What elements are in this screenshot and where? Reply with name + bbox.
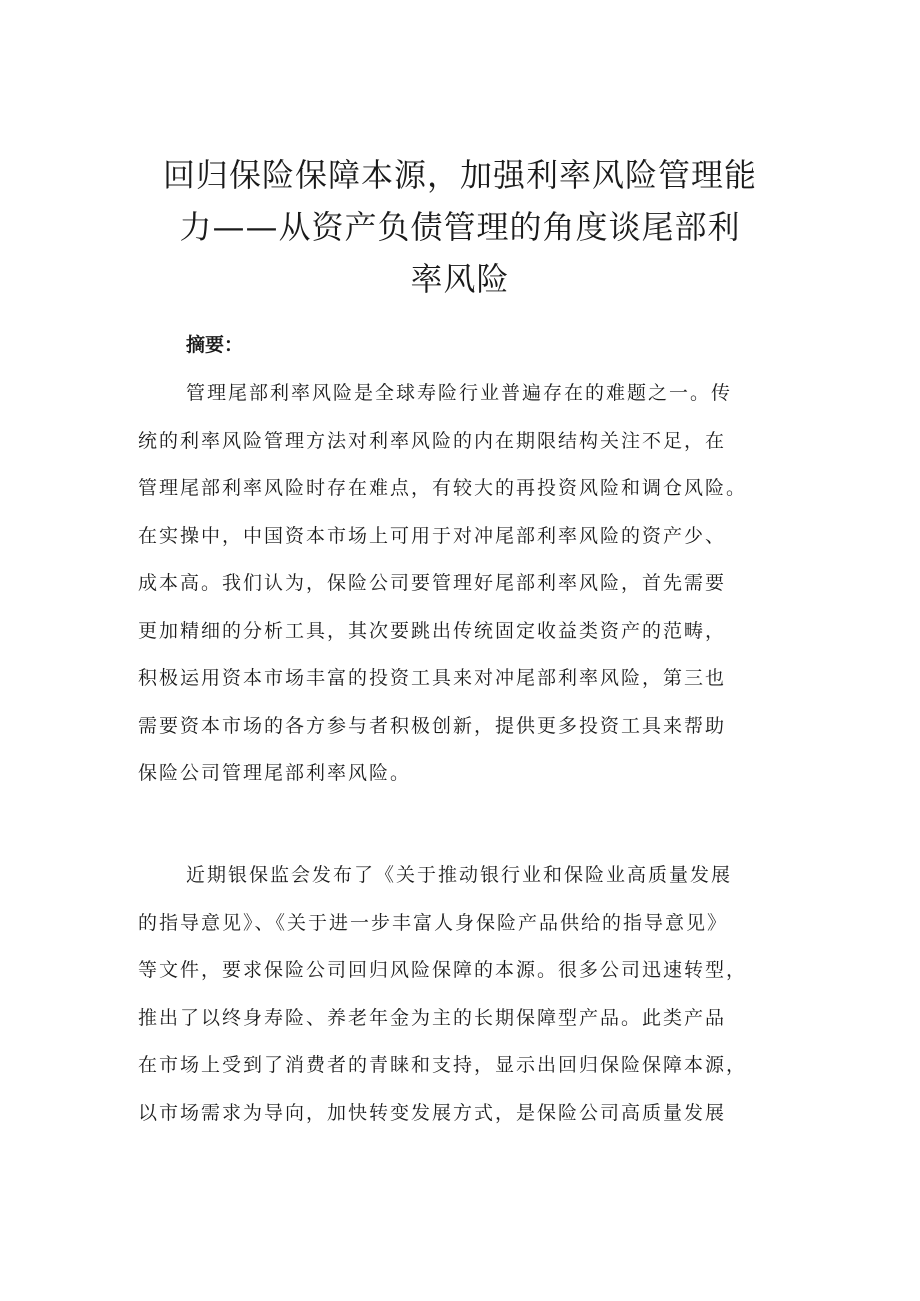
abstract-line: 管理尾部利率风险是全球寿险行业普遍存在的难题之一。传 (186, 382, 733, 404)
title-line-3: 率风险 (410, 260, 510, 299)
abstract-line: 保险公司管理尾部利率风险。 (138, 762, 412, 784)
abstract-line: 需要资本市场的各方参与者积极创新，提供更多投资工具来帮助 (138, 714, 727, 737)
abstract-paragraph (138, 370, 798, 798)
body-line: 以市场需求为导向，加快转变发展方式，是保险公司高质量发展 (138, 1101, 727, 1124)
title-line-2: 力——从资产负债管理的角度谈尾部利 (179, 208, 741, 247)
abstract-label: 摘要： (186, 334, 244, 356)
title-line-1: 回归保险保障本源，加强利率风险管理能 (162, 156, 757, 195)
body-line: 的指导意见》、《关于进一步丰富人身保险产品供给的指导意见》 (138, 911, 729, 934)
abstract-line: 更加精细的分析工具，其次要跳出传统固定收益类资产的范畴， (138, 619, 727, 642)
body-line: 近期银保监会发布了《关于推动银行业和保险业高质量发展 (186, 864, 733, 886)
body-line: 等文件，要求保险公司回归风险保障的本源。很多公司迅速转型， (138, 959, 748, 981)
abstract-line: 积极运用资本市场丰富的投资工具来对冲尾部利率风险，第三也 (138, 667, 727, 689)
document-title (120, 149, 800, 305)
body-paragraph (138, 852, 798, 1137)
abstract-line: 统的利率风险管理方法对利率风险的内在期限结构关注不足，在 (138, 429, 727, 452)
abstract-line: 在实操中，中国资本市场上可用于对冲尾部利率风险的资产少、 (138, 524, 727, 547)
body-line: 在市场上受到了消费者的青睐和支持，显示出回归保险保障本源， (138, 1054, 748, 1076)
abstract-line: 成本高。我们认为，保险公司要管理好尾部利率风险，首先需要 (138, 572, 727, 594)
abstract-line: 管理尾部利率风险时存在难点，有较大的再投资风险和调仓风险。 (138, 477, 748, 499)
body-line: 推出了以终身寿险、养老年金为主的长期保障型产品。此类产品 (138, 1006, 727, 1029)
